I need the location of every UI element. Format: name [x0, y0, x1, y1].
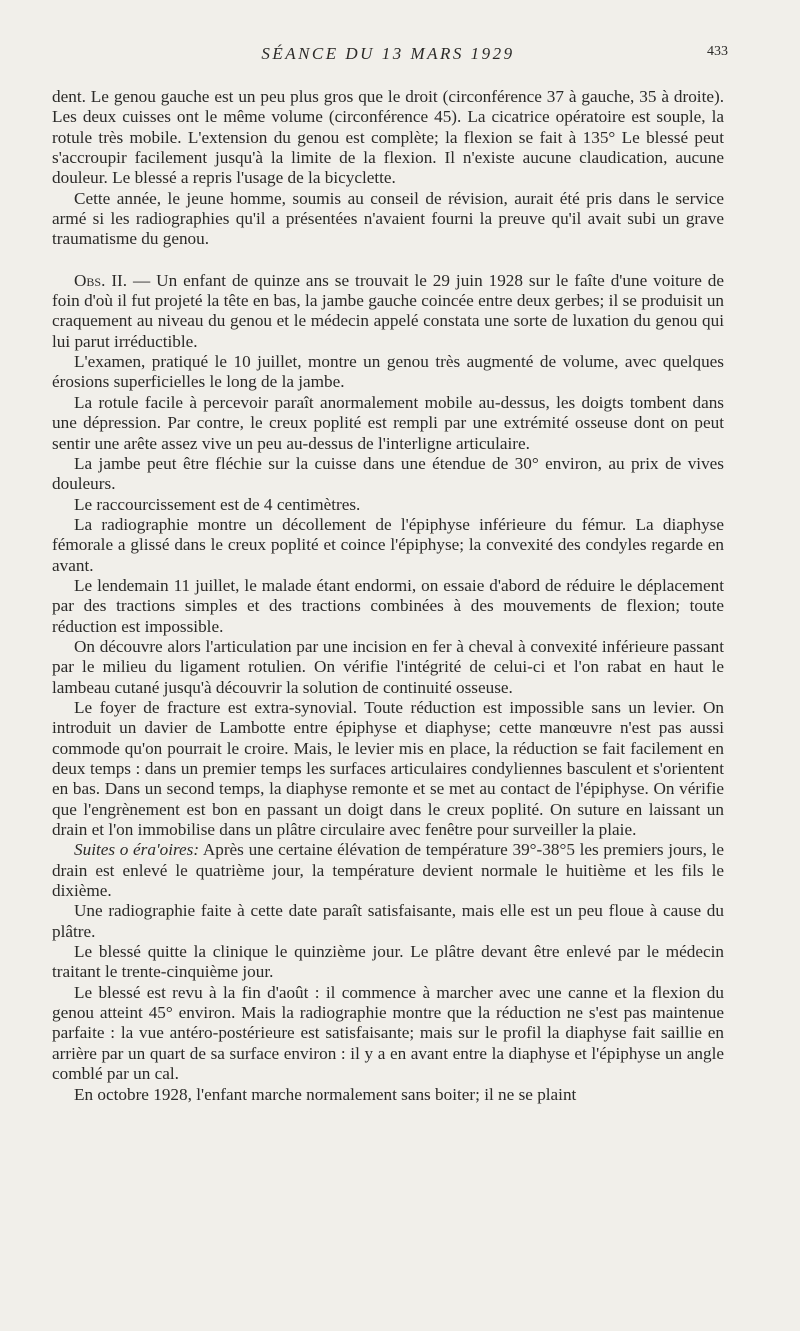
paragraph: La rotule facile à percevoir paraît anormalement mobile au-dessus, les doigts tombent dans une dépression. Par contre, le creux poplité est rempli par une extrémité osseuse dont on peut sentir une arête assez vive un peu au-dessus de l'interligne articulaire. — [52, 392, 724, 453]
page-body — [52, 87, 724, 1105]
paragraph: La jambe peut être fléchie sur la cuisse dans une étendue de 30° environ, au prix de vives douleurs. — [52, 453, 724, 494]
paragraph: Une radiographie faite à cette date paraît satisfaisante, mais elle est un peu floue à cause du plâtre. — [52, 901, 724, 941]
paragraph: La radiographie montre un décollement de l'épiphyse inférieure du fémur. La diaphyse fémorale a glissé dans le creux poplité et coince l'épiphyse; la convexité des condyles regarde en avant. — [52, 514, 724, 575]
paragraph: dent. Le genou gauche est un peu plus gros que le droit (circonférence 37 à gauche, 35 à droite). Les deux cuisses ont le même volume (circonférence 45). La cicatrice opératoire est souple, la rotule très mobile. L'extension du genou est complète; la flexion se fait à 135° Le blessé peut s'accroupir facilement jusqu'à la limite de la flexion. Il n'existe aucune claudication, aucune douleur. Le blessé a repris l'usage de la bicyclette. — [52, 87, 724, 188]
paragraph: Le blessé est revu à la fin d'août : il commence à marcher avec une canne et la flexion du genou atteint 45° environ. Mais la radiographie montre que la réduction ne s'est pas maintenue parfaite : la vue antéro-postérieure est satisfaisante; mais sur le profil la diaphyse fait saillie en arrière par un quart de sa surface environ : il y a en avant entre la diaphyse et l'épiphyse un angle comblé par un cal. — [52, 982, 724, 1084]
page-header — [52, 44, 728, 70]
paragraph-text: Après une certaine élévation de température 39°-38°5 les premiers jours, le drain est enlevé le quatrième jour, la température devient normale le huitième et les fils le dixième. — [52, 840, 724, 901]
paragraph: Cette année, le jeune homme, soumis au conseil de révision, aurait été pris dans le service armé si les radiographies qu'il a présentées n'avaient fourni la preuve qu'il avait subi un grave traumatisme du genou. — [52, 188, 724, 249]
page-number: 433 — [707, 44, 728, 59]
paragraph: En octobre 1928, l'enfant marche normalement sans boiter; il ne se plaint — [74, 1084, 577, 1104]
observation-label: Obs. II. — — [74, 270, 151, 290]
paragraph: Le blessé quitte la clinique le quinzième jour. Le plâtre devant être enlevé par le médecin traitant le trente-cinquième jour. — [52, 942, 724, 982]
paragraph-text: Un enfant de quinze ans se trouvait le 29 juin 1928 sur le faîte d'une voiture de foin d'où il fut projeté la tête en bas, la jambe gauche coincée entre deux gerbes; il se produisit un craquement au niveau du genou et le médecin appelé constata une sorte de luxation du genou qui lui parut irréductible. — [52, 270, 725, 351]
suites-paragraph — [52, 840, 724, 901]
observation-paragraph — [52, 271, 724, 352]
paragraph: L'examen, pratiqué le 10 juillet, montre un genou très augmenté de volume, avec quelques érosions superficielles le long de la jambe. — [52, 352, 724, 392]
paragraph: Le foyer de fracture est extra-synovial. Toute réduction est impossible sans un levier. On introduit un davier de Lambotte entre épiphyse et diaphyse; cette manœuvre n'est pas aussi commode qu'on pourrait le croire. Mais, le levier mis en place, la réduction se fait facilement en deux temps : dans un premier temps les surfaces articulaires condyliennes basculent et s'orientent en bas. Dans un second temps, la diaphyse remonte et se met au contact de l'épiphyse. On vérifie que l'engrènement est bon en passant un doigt dans le creux poplité. On suture en laissant un drain et l'on immobilise dans un plâtre circulaire avec fenêtre pour surveiller la plaie. — [52, 697, 724, 840]
running-title: SÉANCE DU 13 MARS 1929 — [261, 44, 515, 63]
paragraph: On découvre alors l'articulation par une incision en fer à cheval à convexité inférieure passant par le milieu du ligament rotulien. On vérifie l'intégrité de celui-ci et l'on rabat en haut le lambeau cutané jusqu'à découvrir la solution de continuité osseuse. — [52, 636, 724, 697]
paragraph: Le lendemain 11 juillet, le malade étant endormi, on essaie d'abord de réduire le déplacement par des tractions simples et des tractions combinées à des mouvements de flexion; toute réduction est impossible. — [52, 575, 724, 636]
suites-label: Suites o éra'oires: — [74, 840, 200, 860]
paragraph: Le raccourcissement est de 4 centimètres. — [74, 494, 361, 514]
